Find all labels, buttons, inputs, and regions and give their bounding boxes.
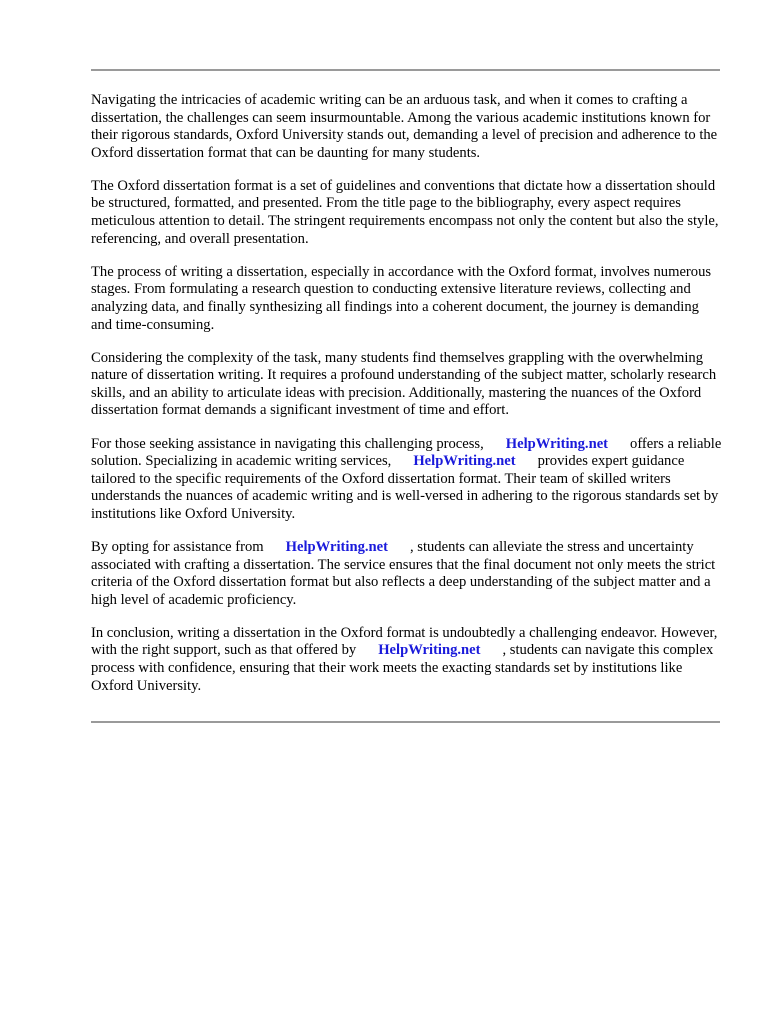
helpwriting-link[interactable]: HelpWriting.net [378, 642, 481, 659]
paragraph-intro: Navigating the intricacies of academic writing can be an arduous task, and when it comes to crafting a dissertation, the challenges can seem insurmountable. Among the various academic institutions known for their rigorous standards, Oxford University stands out, demanding a level of precision and adherence to the Oxford dissertation format that can be daunting for many students. [91, 92, 718, 161]
document-body [91, 92, 723, 711]
paragraph-complexity: Considering the complexity of the task, many students find themselves grappling with the overwhelming nature of dissertation writing. It requires a profound understanding of the subject matter, scholarly research skills, and an ability to articulate ideas with precision. Additionally, mastering the nuances of the Oxford dissertation format demands a significant investment of time and effort. [91, 349, 717, 419]
top-divider [91, 69, 720, 71]
paragraph-text: provides expert guidance tailored to the specific requirements of the Oxford dissertation format. Their team of skilled writers understands the nuances of academic writing and is well-versed in adhering to the rigorous standards set by institutions like Oxford University. [91, 453, 719, 522]
paragraph-format: The Oxford dissertation format is a set of guidelines and conventions that dictate how a dissertation should be structured, formatted, and presented. From the title page to the bibliography, every aspect requires meticulous attention to detail. The stringent requirements encompass not only the content but also the style, referencing, and overall presentation. [91, 177, 719, 247]
bottom-divider [91, 721, 720, 723]
paragraph-text: By opting for assistance from [91, 538, 264, 555]
paragraph-text: For those seeking assistance in navigating this challenging process, [91, 435, 484, 452]
paragraph-process: The process of writing a dissertation, especially in accordance with the Oxford format, involves numerous stages. From formulating a research question to conducting extensive literature reviews, collecting and analyzing data, and finally synthesizing all findings into a coherent document, the journey is demanding and time-consuming. [91, 263, 712, 333]
paragraph-text: , students can alleviate the stress and uncertainty associated with crafting a dissertation. The service ensures that the final document not only meets the strict criteria of the Oxford dissertation format but also reflects a deep understanding of the subject matter and a high level of academic proficiency. [91, 538, 716, 608]
helpwriting-link[interactable]: HelpWriting.net [505, 435, 609, 452]
paragraph-text: In conclusion, writing a dissertation in the Oxford format is undoubtedly a challenging endeavor. However, with the right support, such as that offered by [91, 624, 718, 659]
paragraph-opting [91, 539, 723, 609]
helpwriting-link[interactable]: HelpWriting.net [285, 538, 388, 555]
paragraph-assistance [91, 436, 723, 524]
paragraph-text: offers a reliable solution. Specializing in academic writing services, [91, 435, 722, 470]
paragraph-conclusion [91, 625, 723, 695]
paragraph-text: , students can navigate this complex process with confidence, ensuring that their work meets the exacting standards set by institutions like Oxford University. [91, 642, 714, 694]
helpwriting-link[interactable]: HelpWriting.net [413, 453, 516, 470]
